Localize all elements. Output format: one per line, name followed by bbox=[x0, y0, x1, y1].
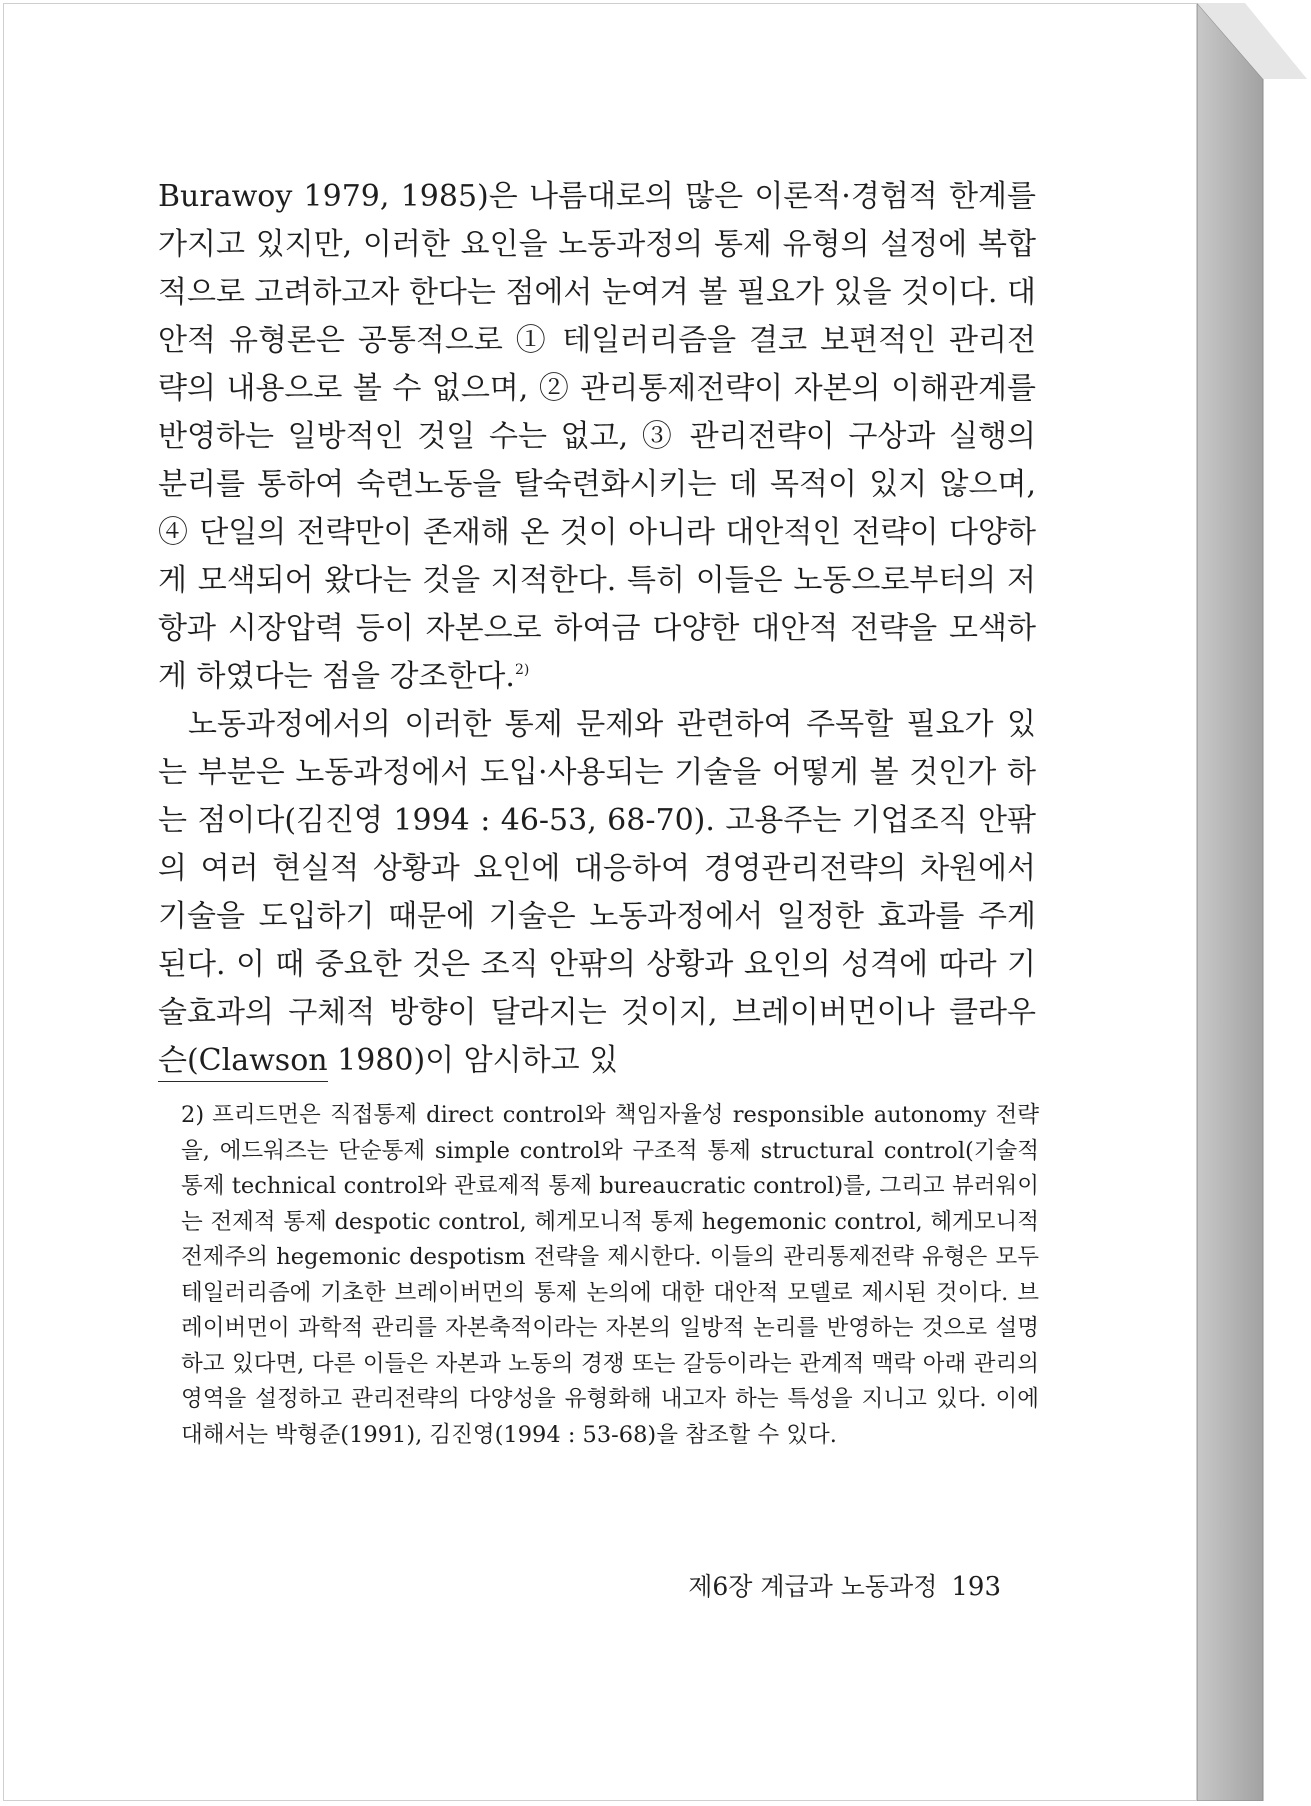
book-spine bbox=[1197, 3, 1307, 1801]
footnote-divider bbox=[158, 1081, 328, 1082]
footnote bbox=[181, 1098, 1039, 1453]
body-text bbox=[158, 173, 1036, 1085]
paragraph bbox=[158, 701, 1036, 1085]
paragraph-text: Burawoy 1979, 1985)은 나름대로의 많은 이론적·경험적 한계를 가지고 있지만, 이러한 요인을 노동과정의 통제 유형의 설정에 복합적으로 고려하고자 한다는 점에서 눈여겨 볼 필요가 있을 것이다. 대안적 유형론은 공통적으로 ① 테일러리즘을 결코 보편적인 관리전략의 내용으로 볼 수 없으며, ② 관리통제전략이 자본의 이해관계를 반영하는 일방적인 것일 수는 없고, ③ 관리전략이 구상과 실행의 분리를 통하여 숙련노동을 탈숙련화시키는 데 목적이 있지 않으며, ④ 단일의 전략만이 존재해 온 것이 아니라 대안적인 전략이 다양하게 모색되어 왔다는 것을 지적한다. 특히 이들은 노동으로부터의 저항과 시장압력 등이 자본으로 하여금 다양한 대안적 전략을 모색하게 하였다는 점을 강조한다. bbox=[158, 179, 1036, 694]
chapter-title: 제6장 계급과 노동과정 bbox=[688, 1572, 938, 1601]
paragraph-text: 노동과정에서의 이러한 통제 문제와 관련하여 주목할 필요가 있는 부분은 노동과정에서 도입·사용되는 기술을 어떻게 볼 것인가 하는 점이다(김진영 1994 : 46-53, 68-70). 고용주는 기업조직 안팎의 여러 현실적 상황과 요인에 대응하여 경영관리전략의 차원에서 기술을 도입하기 때문에 기술은 노동과정에서 일정한 효과를 주게 된다. 이 때 중요한 것은 조직 안팎의 상황과 요인의 성격에 따라 기술효과의 구체적 방향이 달라지는 것이지, 브레이버먼이나 클라우슨(Clawson 1980)이 암시하고 있 bbox=[158, 707, 1036, 1078]
footnote-reference[interactable]: 2) bbox=[514, 662, 530, 678]
paragraph bbox=[158, 173, 1036, 701]
footnote-text: 프리드먼은 직접통제 direct control와 책임자율성 responsible autonomy 전략을, 에드워즈는 단순통제 simple control와 구조적 통제 structural control(기술적 통제 technical control와 관료제적 통제 bureaucratic control)를, 그리고 뷰러워이는 전제적 통제 despotic control, 헤게모니적 통제 hegemonic control, 헤게모니적 전제주의 hegemonic despotism 전략을 제시한다. 이들의 관리통제전략 유형은 모두 테일러리즘에 기초한 브레이버먼의 통제 논의에 대한 대안적 모델로 제시된 것이다. 브레이버먼이 과학적 관리를 자본축적이라는 자본의 일방적 논리를 반영하는 것으로 설명하고 있다면, 다른 이들은 자본과 노동의 경쟁 또는 갈등이라는 관계적 맥락 아래 관리의 영역을 설정하고 관리전략의 다양성을 유형화해 내고자 하는 특성을 지니고 있다. 이에 대해서는 박형준(1991), 김진영(1994 : 53-68)을 참조할 수 있다. bbox=[181, 1102, 1039, 1448]
running-footer bbox=[688, 1567, 1001, 1603]
footnote-number: 2) bbox=[181, 1102, 205, 1128]
page-number: 193 bbox=[951, 1572, 1001, 1602]
